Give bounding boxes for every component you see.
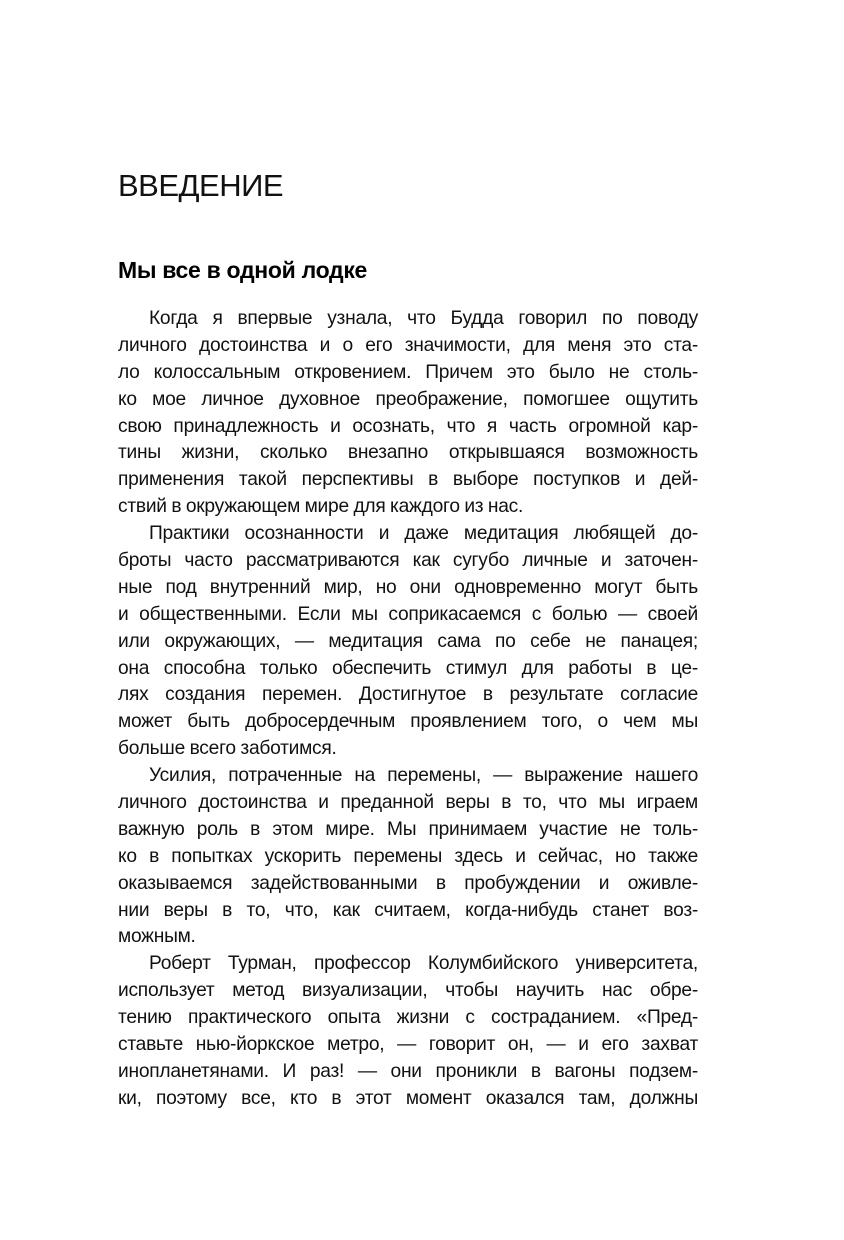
text-line: может быть добросердечным проявлением того, о чем мы: [118, 711, 698, 733]
paragraph-3: [118, 763, 698, 951]
text-line: ко мое личное духовное преображение, помогшее ощутить: [118, 388, 698, 410]
text-line: свою принадлежность и осознать, что я часть огромной кар-: [118, 415, 698, 437]
text-line: Когда я впервые узнала, что Будда говорил по поводу: [149, 308, 698, 329]
text-line: использует метод визуализации, чтобы научить нас обре-: [118, 980, 698, 1002]
text-line: Усилия, потраченные на перемены, — выражение нашего: [149, 765, 698, 787]
body-text: [118, 306, 698, 1113]
text-line: личного достоинства и преданной веры в то, что мы играем: [118, 792, 698, 814]
text-line: можным.: [118, 926, 196, 948]
text-line: ко в попытках ускорить перемены здесь и сейчас, но также: [118, 845, 698, 867]
text-line: ные под внутренний мир, но они одновременно могут быть: [118, 576, 698, 598]
text-line: лях создания перемен. Достигнутое в результате согласие: [118, 684, 698, 706]
text-line: личного достоинства и о его значимости, для меня это ста-: [118, 334, 698, 356]
text-line: ло колоссальным откровением. Причем это было не столь-: [118, 361, 698, 383]
text-line: применения такой перспективы в выборе поступков и дей-: [118, 469, 698, 491]
section-title: Мы все в одной лодке: [118, 257, 368, 283]
text-line: важную роль в этом мире. Мы принимаем участие не толь-: [118, 818, 698, 840]
paragraph-2: [118, 521, 698, 763]
text-line: тины жизни, сколько внезапно открывшаяся возможность: [118, 442, 698, 464]
text-line: или окружающих, — медитация сама по себе не панацея;: [118, 630, 698, 652]
text-line: Практики осознанности и даже медитация любящей до-: [149, 523, 698, 545]
chapter-title: ВВЕДЕНИЕ: [118, 168, 284, 203]
text-line: и общественными. Если мы соприкасаемся с болью — своей: [118, 603, 698, 625]
text-line: тению практического опыта жизни с состраданием. «Пред-: [118, 1007, 698, 1029]
text-line: инопланетянами. И раз! — они проникли в вагоны подзем-: [118, 1060, 698, 1082]
text-line: Роберт Турман, профессор Колумбийского университета,: [149, 953, 698, 975]
paragraph-1: [118, 306, 698, 521]
text-line: ставьте нью-йоркское метро, — говорит он, — и его захват: [118, 1034, 698, 1056]
text-line: ствий в окружающем мире для каждого из нас.: [118, 496, 524, 518]
text-line: нии веры в то, что, как считаем, когда-нибудь станет воз-: [118, 899, 698, 921]
text-line: она способна только обеспечить стимул для работы в це-: [118, 657, 698, 679]
text-line: оказываемся задействованными в пробуждении и оживле-: [118, 872, 698, 894]
text-line: ки, поэтому все, кто в этот момент оказался там, должны: [118, 1087, 698, 1109]
text-line: броты часто рассматриваются как сугубо личные и заточен-: [118, 550, 698, 572]
paragraph-4: [118, 951, 698, 1112]
text-line: больше всего заботимся.: [118, 738, 337, 760]
